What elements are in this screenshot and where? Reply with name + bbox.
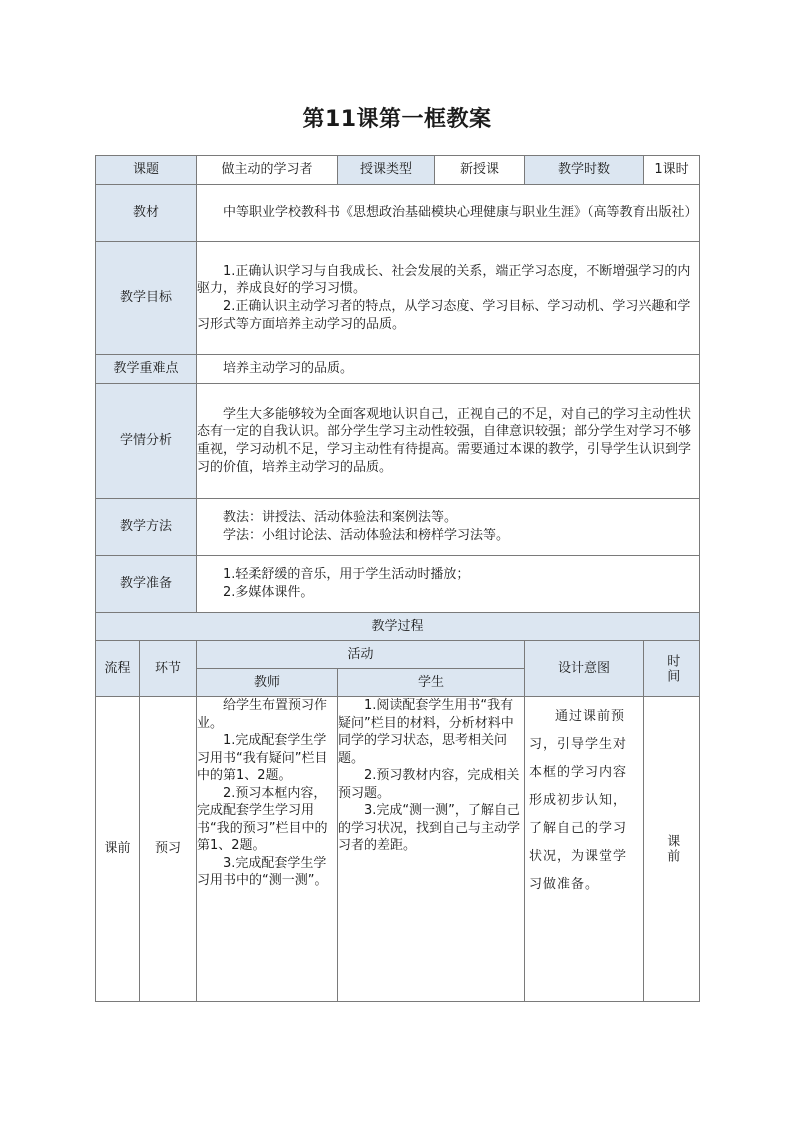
textbook-label: 教材 [96, 185, 197, 242]
process-row [96, 697, 700, 1002]
process-header: 教学过程 [96, 613, 700, 641]
time-value: 课前 [664, 834, 680, 864]
objective-item: 1.正确认识学习与自我成长、社会发展的关系，端正学习态度，不断增强学习的内驱力，养成良好的学习习惯。 [197, 263, 691, 297]
time-column-header [644, 641, 700, 697]
objectives-label: 教学目标 [96, 242, 197, 355]
flow-column-header: 流程 [96, 641, 140, 697]
preparation-item: 1.轻柔舒缓的音乐，用于学生活动时播放； [223, 567, 470, 583]
process-columns-row [96, 641, 700, 669]
methods-label: 教学方法 [96, 499, 197, 556]
flow-cell: 课前 [96, 697, 140, 1002]
time-column-label: 时间 [664, 653, 680, 684]
step-column-header: 环节 [140, 641, 197, 697]
key-points-value [197, 355, 700, 384]
analysis-value [197, 384, 700, 499]
teaching-method: 教法：讲授法、活动体验法和案例法等。 [223, 510, 458, 526]
analysis-label: 学情分析 [96, 384, 197, 499]
topic-value: 做主动的学习者 [197, 156, 338, 185]
teacher-activity-item: 给学生布置预习作业。 [197, 698, 328, 731]
design-intent-text: 通过课前预习，引导学生对本框的学习内容形成初步认知，了解自己的学习状况，为课堂学习做准备。 [529, 709, 628, 892]
step-cell: 预习 [140, 697, 197, 1002]
student-activity [338, 697, 525, 1002]
info-row [96, 156, 700, 185]
teacher-activity-item: 2.预习本框内容，完成配套学生学习用书“我的预习”栏目中的第1、2题。 [197, 785, 328, 854]
student-activity-item: 2.预习教材内容，完成相关预习题。 [338, 768, 520, 801]
time-cell [644, 697, 700, 1002]
teacher-activity-item: 1.完成配套学生学习用书“我有疑问”栏目中的第1、2题。 [197, 733, 328, 784]
design-intent-cell [525, 697, 644, 1002]
design-column-header: 设计意图 [525, 641, 644, 697]
student-column-header: 学生 [338, 669, 525, 697]
textbook-value [197, 185, 700, 242]
analysis-text: 学生大多能够较为全面客观地认识自己，正视自己的不足，对自己的学习主动性状态有一定的自我认识。部分学生学习主动性较强，自律意识较强；部分学生对学习不够重视，学习动机不足，学习主动性有待提高。需要通过本课的教学，引导学生认识到学习的价值，培养主动学习的品质。 [197, 406, 692, 475]
page-title: 第11课第一框教案 [302, 107, 492, 132]
analysis-row [96, 384, 700, 499]
preparation-content [197, 556, 700, 613]
textbook-text: 中等职业学校教科书《思想政治基础模块心理健康与职业生涯》（高等教育出版社） [223, 205, 698, 221]
key-points-row [96, 355, 700, 384]
hours-value: 1课时 [644, 156, 700, 185]
lesson-type-value: 新授课 [435, 156, 525, 185]
preparation-row [96, 556, 700, 613]
lesson-type-label: 授课类型 [338, 156, 435, 185]
student-activity-item: 1.阅读配套学生用书“我有疑问”栏目的材料，分析材料中同学的学习状态，思考相关问题。 [338, 698, 514, 766]
preparation-label: 教学准备 [96, 556, 197, 613]
objectives-row [96, 242, 700, 355]
methods-content [197, 499, 700, 556]
hours-label: 教学时数 [525, 156, 644, 185]
textbook-row [96, 185, 700, 242]
activity-column-header: 活动 [197, 641, 525, 669]
teacher-activity-item: 3.完成配套学生学习用书中的“测一测”。 [197, 855, 328, 889]
process-header-row [96, 613, 700, 641]
topic-label: 课题 [96, 156, 197, 185]
key-points-text: 培养主动学习的品质。 [223, 361, 354, 377]
preparation-item: 2.多媒体课件。 [223, 585, 314, 600]
key-points-label: 教学重难点 [96, 355, 197, 384]
teacher-activity [197, 697, 338, 1002]
methods-row [96, 499, 700, 556]
student-activity-item: 3.完成“测一测”，了解自己的学习状况，找到自己与主动学习者的差距。 [338, 803, 521, 854]
lesson-plan-table [95, 155, 700, 1002]
objective-item: 2.正确认识主动学习者的特点，从学习态度、学习目标、学习动机、学习兴趣和学习形式等方面培养主动学习的品质。 [197, 299, 691, 332]
teacher-column-header: 教师 [197, 669, 338, 697]
objectives-content [197, 242, 700, 355]
learning-method: 学法：小组讨论法、活动体验法和榜样学习法等。 [223, 528, 510, 543]
